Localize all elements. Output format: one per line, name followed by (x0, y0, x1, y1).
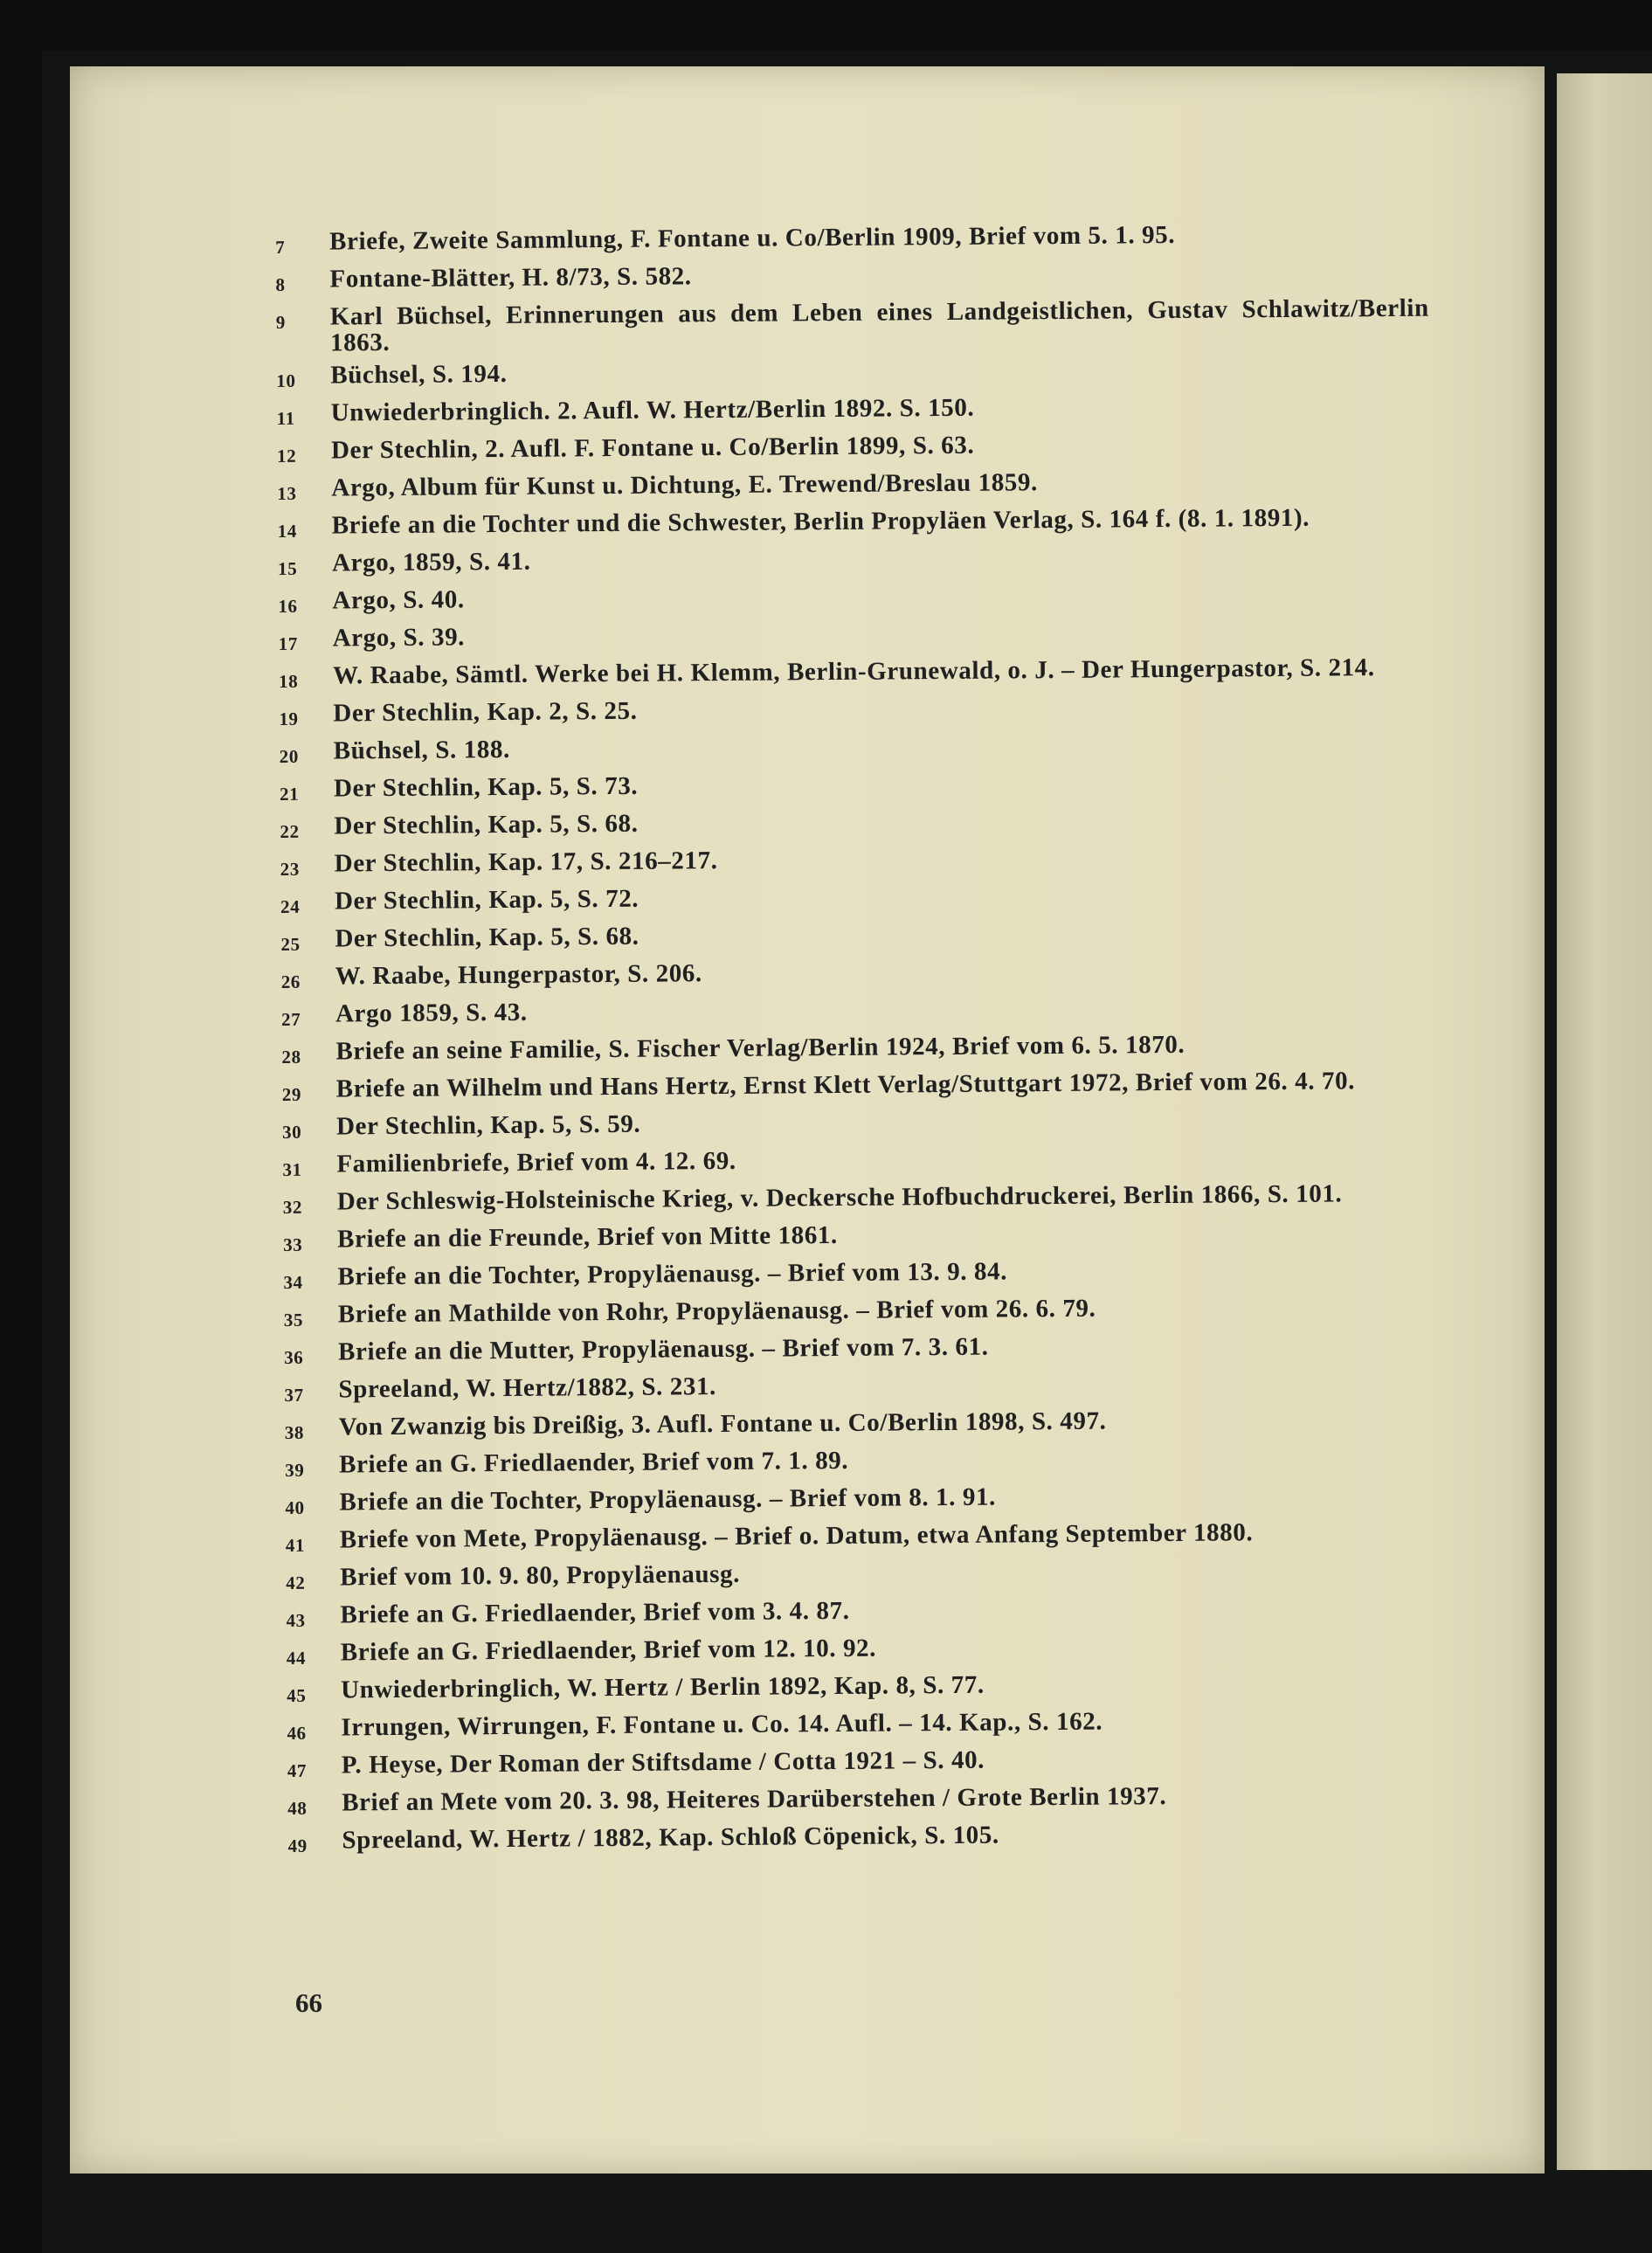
endnote-text: Der Stechlin, Kap. 5, S. 68. (335, 922, 639, 953)
endnote-number: 34 (283, 1271, 303, 1293)
endnote (286, 1518, 1439, 1558)
endnote-text: Argo, 1859, S. 41. (331, 547, 531, 577)
endnote-number: 18 (278, 670, 299, 692)
endnote (279, 654, 1432, 695)
endnote-number: 21 (279, 783, 300, 805)
endnote (284, 1293, 1437, 1333)
endnote-text: Unwiederbringlich. 2. Aufl. W. Hertz/Berlin 1892. S. 150. (330, 393, 975, 427)
endnote-number: 33 (283, 1234, 303, 1255)
endnote (277, 429, 1430, 469)
endnote-number: 26 (280, 971, 301, 992)
endnote-text: Der Stechlin, Kap. 5, S. 68. (334, 809, 639, 840)
endnote-number: 23 (280, 858, 301, 880)
endnote (280, 842, 1434, 882)
endnote-text: Karl Büchsel, Erinnerungen aus dem Leben eines Landgeistlichen, Gustav Schlawitz/Berlin 1863. (329, 294, 1429, 357)
endnote (279, 692, 1432, 732)
endnote (280, 880, 1434, 920)
endnote (283, 1255, 1436, 1296)
endnote (284, 1368, 1437, 1408)
endnote (278, 542, 1431, 582)
endnote (283, 1218, 1436, 1258)
endnote-number: 16 (278, 595, 298, 617)
endnote-text: Briefe von Mete, Propyläenausg. – Brief o. Datum, etwa Anfang September 1880. (339, 1518, 1254, 1554)
endnote (286, 1556, 1439, 1596)
endnote (287, 1631, 1440, 1671)
endnote (281, 992, 1434, 1033)
endnote-number: 12 (276, 445, 297, 466)
endnote-number: 44 (286, 1647, 307, 1669)
endnote (285, 1406, 1438, 1446)
endnote (283, 1180, 1436, 1220)
endnote-text: Büchsel, S. 194. (330, 359, 508, 390)
page-number: 66 (295, 1987, 322, 2018)
endnote (277, 391, 1430, 432)
endnote-text: Argo, S. 39. (332, 623, 466, 653)
endnote (287, 1706, 1440, 1746)
endnote-text: Der Stechlin, 2. Aufl. F. Fontane u. Co/Berlin 1899, S. 63. (330, 431, 975, 465)
endnote (279, 617, 1432, 657)
endnote-number: 37 (284, 1384, 304, 1406)
endnote-number: 32 (282, 1196, 303, 1218)
endnote-text: Der Stechlin, Kap. 5, S. 59. (335, 1109, 641, 1141)
endnote-number: 42 (286, 1572, 306, 1593)
endnote-text: Argo 1859, S. 43. (335, 998, 528, 1028)
endnote (282, 1105, 1435, 1145)
endnote (285, 1443, 1438, 1483)
next-page-edge (1557, 73, 1652, 2170)
endnote-text: Briefe an G. Friedlaender, Brief vom 7. 1. 89. (338, 1446, 849, 1479)
endnote-text: Der Schleswig-Holsteinische Krieg, v. Deckersche Hofbuchdruckerei, Berlin 1866, S. 101. (336, 1179, 1343, 1216)
endnote (284, 1330, 1437, 1371)
endnote-number: 47 (287, 1759, 308, 1781)
endnote-number: 40 (285, 1496, 305, 1518)
endnote-number: 11 (276, 407, 295, 429)
endnote-number: 28 (281, 1046, 301, 1068)
endnote-text: Briefe an Mathilde von Rohr, Propyläenausg. – Brief vom 26. 6. 79. (337, 1294, 1096, 1329)
endnote (280, 917, 1434, 957)
endnote-number: 15 (277, 557, 298, 579)
endnote-text: W. Raabe, Sämtl. Werke bei H. Klemm, Berlin-Grunewald, o. J. – Der Hungerpastor, S. 214. (332, 653, 1375, 690)
endnote (287, 1781, 1441, 1821)
endnote-number: 27 (281, 1008, 301, 1030)
endnote-text: Unwiederbringlich, W. Hertz / Berlin 1892, Kap. 8, S. 77. (341, 1670, 985, 1704)
endnote-text: Der Stechlin, Kap. 5, S. 72. (334, 884, 639, 916)
endnote-number: 25 (280, 933, 301, 955)
endnote-text: Briefe an die Freunde, Brief von Mitte 1861. (336, 1220, 838, 1254)
endnote-number: 20 (279, 745, 300, 767)
endnote-text: Der Stechlin, Kap. 5, S. 73. (333, 771, 639, 803)
endnote (281, 955, 1434, 995)
endnote (278, 504, 1431, 544)
endnote (281, 1030, 1434, 1070)
endnote (287, 1744, 1441, 1784)
endnote-number: 35 (283, 1309, 304, 1330)
endnote (287, 1669, 1440, 1709)
endnote-number: 49 (287, 1835, 308, 1856)
endnote-text: Familienbriefe, Brief vom 4. 12. 69. (336, 1146, 736, 1178)
endnote-text: Fontane-Blätter, H. 8/73, S. 582. (329, 262, 692, 294)
endnote-number: 38 (284, 1421, 305, 1443)
endnote (282, 1143, 1435, 1183)
endnote-text: W. Raabe, Hungerpastor, S. 206. (335, 959, 702, 991)
endnote-number: 46 (287, 1722, 307, 1744)
endnote-number: 31 (282, 1158, 302, 1180)
endnote (282, 1068, 1435, 1108)
endnote-text: Spreeland, W. Hertz/1882, S. 231. (338, 1372, 717, 1404)
endnote-number: 24 (280, 895, 301, 917)
endnote (287, 1819, 1441, 1859)
endnote-number: 13 (277, 482, 297, 504)
endnote-text: Briefe an Wilhelm und Hans Hertz, Ernst Klett Verlag/Stuttgart 1972, Brief vom 26. 4. 70. (335, 1067, 1356, 1103)
endnote (276, 354, 1429, 394)
endnote (278, 579, 1431, 619)
endnote-text: Der Stechlin, Kap. 17, S. 216–217. (334, 847, 718, 878)
endnote-number: 22 (280, 820, 300, 842)
endnote-text: Brief vom 10. 9. 80, Propyläenausg. (339, 1559, 741, 1592)
endnote-text: Briefe an G. Friedlaender, Brief vom 12. 10. 92. (340, 1634, 877, 1667)
endnote (286, 1593, 1439, 1634)
endnote-text: Argo, S. 40. (332, 585, 465, 615)
endnote-text: Spreeland, W. Hertz / 1882, Kap. Schloß Cöpenick, S. 105. (342, 1821, 999, 1855)
endnote-number: 43 (286, 1609, 306, 1631)
endnote-number: 48 (287, 1797, 308, 1819)
endnotes-list (275, 220, 1441, 1865)
endnote-number: 45 (287, 1684, 307, 1706)
endnote-text: Briefe, Zweite Sammlung, F. Fontane u. Co/Berlin 1909, Brief vom 5. 1. 95. (328, 220, 1176, 256)
endnote-text: Argo, Album für Kunst u. Dichtung, E. Trewend/Breslau 1859. (331, 468, 1039, 502)
endnote (280, 805, 1433, 845)
endnote (285, 1481, 1438, 1521)
endnote-number: 9 (275, 311, 287, 333)
endnote-number: 39 (285, 1459, 305, 1481)
endnote-number: 19 (279, 708, 299, 729)
endnote (280, 767, 1433, 807)
endnote-text: Briefe an seine Familie, S. Fischer Verlag/Berlin 1924, Brief vom 6. 5. 1870. (335, 1030, 1185, 1066)
endnote (280, 729, 1433, 770)
endnote-text: Von Zwanzig bis Dreißig, 3. Aufl. Fontane u. Co/Berlin 1898, S. 497. (338, 1406, 1107, 1441)
endnote-text: Briefe an die Tochter und die Schwester, Berlin Propyläen Verlag, S. 164 f. (8. 1. 1891). (331, 503, 1310, 540)
endnote-number: 41 (285, 1534, 306, 1556)
endnote (275, 220, 1428, 260)
endnote-text: Brief an Mete vom 20. 3. 98, Heiteres Darüberstehen / Grote Berlin 1937. (342, 1782, 1167, 1817)
endnote-text: Briefe an die Mutter, Propyläenausg. – Brief vom 7. 3. 61. (337, 1332, 989, 1366)
endnote-number: 30 (282, 1121, 302, 1143)
endnote-number: 17 (278, 632, 299, 654)
endnote-text: Der Stechlin, Kap. 2, S. 25. (333, 696, 638, 728)
endnote-number: 29 (281, 1083, 302, 1105)
endnote-text: Briefe an G. Friedlaender, Brief vom 3. 4. 87. (340, 1596, 850, 1629)
endnote-number: 8 (275, 273, 286, 295)
endnote-text: Briefe an die Tochter, Propyläenausg. – Brief vom 13. 9. 84. (337, 1257, 1008, 1291)
endnote-number: 10 (276, 370, 296, 391)
endnote (276, 295, 1429, 356)
endnote-text: Irrungen, Wirrungen, F. Fontane u. Co. 14. Aufl. – 14. Kap., S. 162. (341, 1707, 1103, 1742)
endnote-text: Büchsel, S. 188. (333, 735, 510, 765)
endnote-text: P. Heyse, Der Roman der Stiftsdame / Cotta 1921 – S. 40. (341, 1745, 985, 1780)
endnote-number: 7 (275, 236, 286, 258)
endnote-text: Briefe an die Tochter, Propyläenausg. – Brief vom 8. 1. 91. (339, 1482, 997, 1517)
endnote-number: 14 (277, 520, 298, 542)
endnote (275, 258, 1428, 298)
endnote-number: 36 (284, 1346, 304, 1368)
endnote (277, 466, 1430, 507)
